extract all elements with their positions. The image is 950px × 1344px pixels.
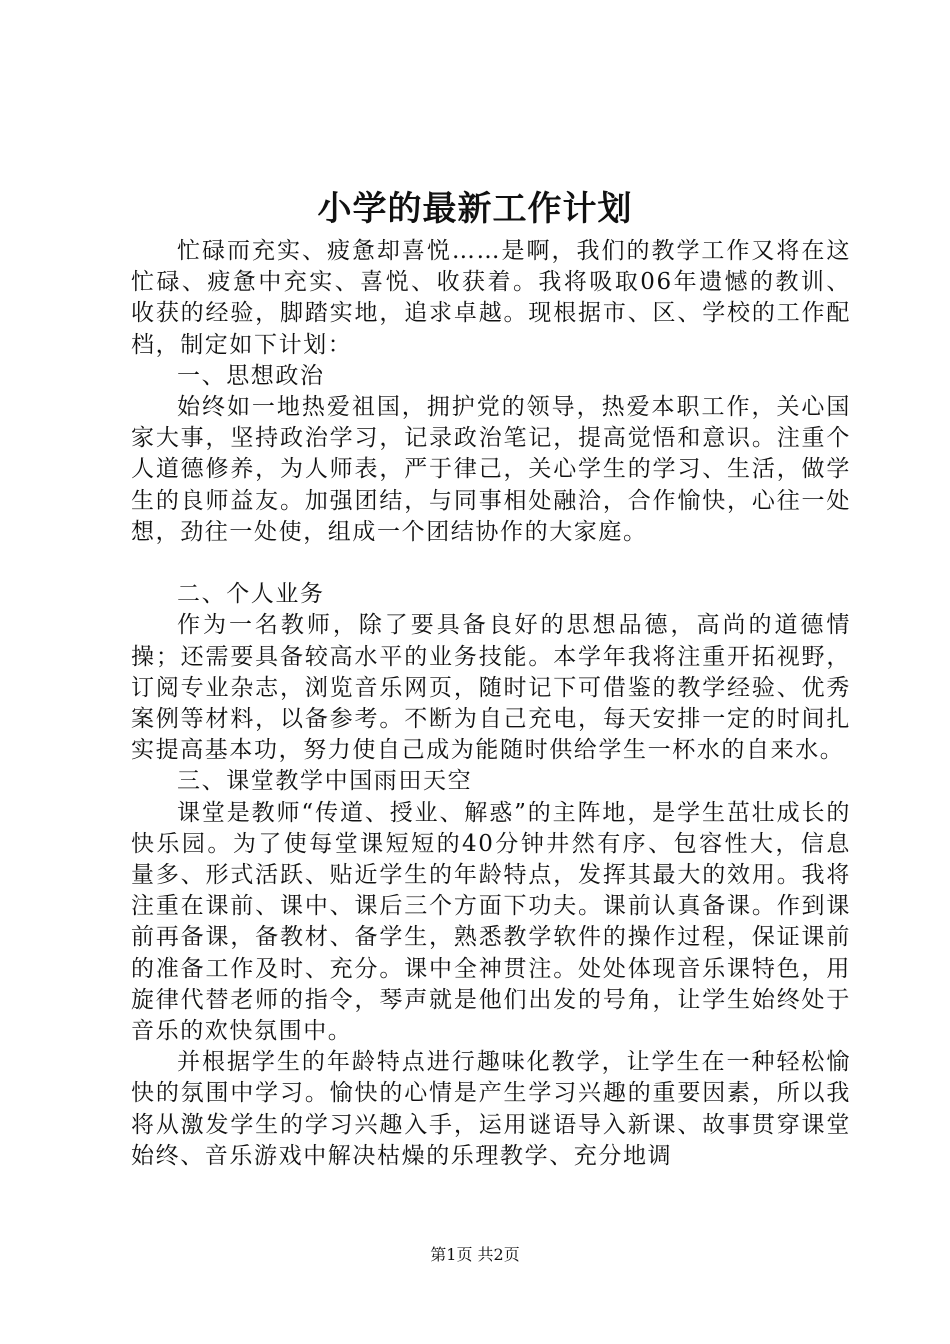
teaching-paragraph-continued: 并根据学生的年龄特点进行趣味化教学，让学生在一种轻松愉快的氛围中学习。愉快的心情是产生学习兴趣的重要因素，所以我将从激发学生的学习兴趣入手，运用谜语导入新课、故事贯穿课堂始终、音乐游戏中解决枯燥的乐理教学、充分地调 <box>131 1049 851 1169</box>
politics-paragraph: 始终如一地热爱祖国，拥护党的领导，热爱本职工作，关心国家大事，坚持政治学习，记录政治笔记，提高觉悟和意识。注重个人道德修养，为人师表，严于律己，关心学生的学习、生活，做学生的良师益友。加强团结，与同事相处融洽，合作愉快，心往一处想，劲往一处使，组成一个团结协作的大家庭。 <box>131 394 851 545</box>
page-footer: 第1页 共2页 <box>430 1245 520 1264</box>
document-title: 小学的最新工作计划 <box>317 189 633 229</box>
section-heading-politics: 一、思想政治 <box>177 362 325 389</box>
blank-line <box>131 548 851 579</box>
section-heading-professional: 二、个人业务 <box>177 581 325 608</box>
teaching-paragraph: 课堂是教师“传道、授业、解惑”的主阵地，是学生茁壮成长的快乐园。为了使每堂课短短的40分钟井然有序、包容性大，信息量多、形式活跃、贴近学生的年龄特点，发挥其最大的效用。我将注重在课前、课中、课后三个方面下功夫。课前认真备课。作到课前再备课，备教材、备学生，熟悉教学软件的操作过程，保证课前的准备工作及时、充分。课中全神贯注。处处体现音乐课特色，用旋律代替老师的指令，琴声就是他们出发的号角，让学生始终处于音乐的欢快氛围中。 <box>131 799 851 1045</box>
intro-paragraph: 忙碌而充实、疲惫却喜悦……是啊，我们的教学工作又将在这忙碌、疲惫中充实、喜悦、收获着。我将吸取06年遗憾的教训、收获的经验，脚踏实地，追求卓越。现根据市、区、学校的工作配档，制定如下计划： <box>131 238 851 358</box>
section-heading-teaching: 三、课堂教学中国雨田天空 <box>177 768 473 795</box>
professional-paragraph: 作为一名教师，除了要具备良好的思想品德，高尚的道德情操；还需要具备较高水平的业务技能。本学年我将注重开拓视野，订阅专业杂志，浏览音乐网页，随时记下可借鉴的教学经验、优秀案例等材料，以备参考。不断为自己充电，每天安排一定的时间扎实提高基本功，努力使自己成为能随时供给学生一杯水的自来水。 <box>131 612 851 764</box>
document-body <box>131 236 851 1172</box>
